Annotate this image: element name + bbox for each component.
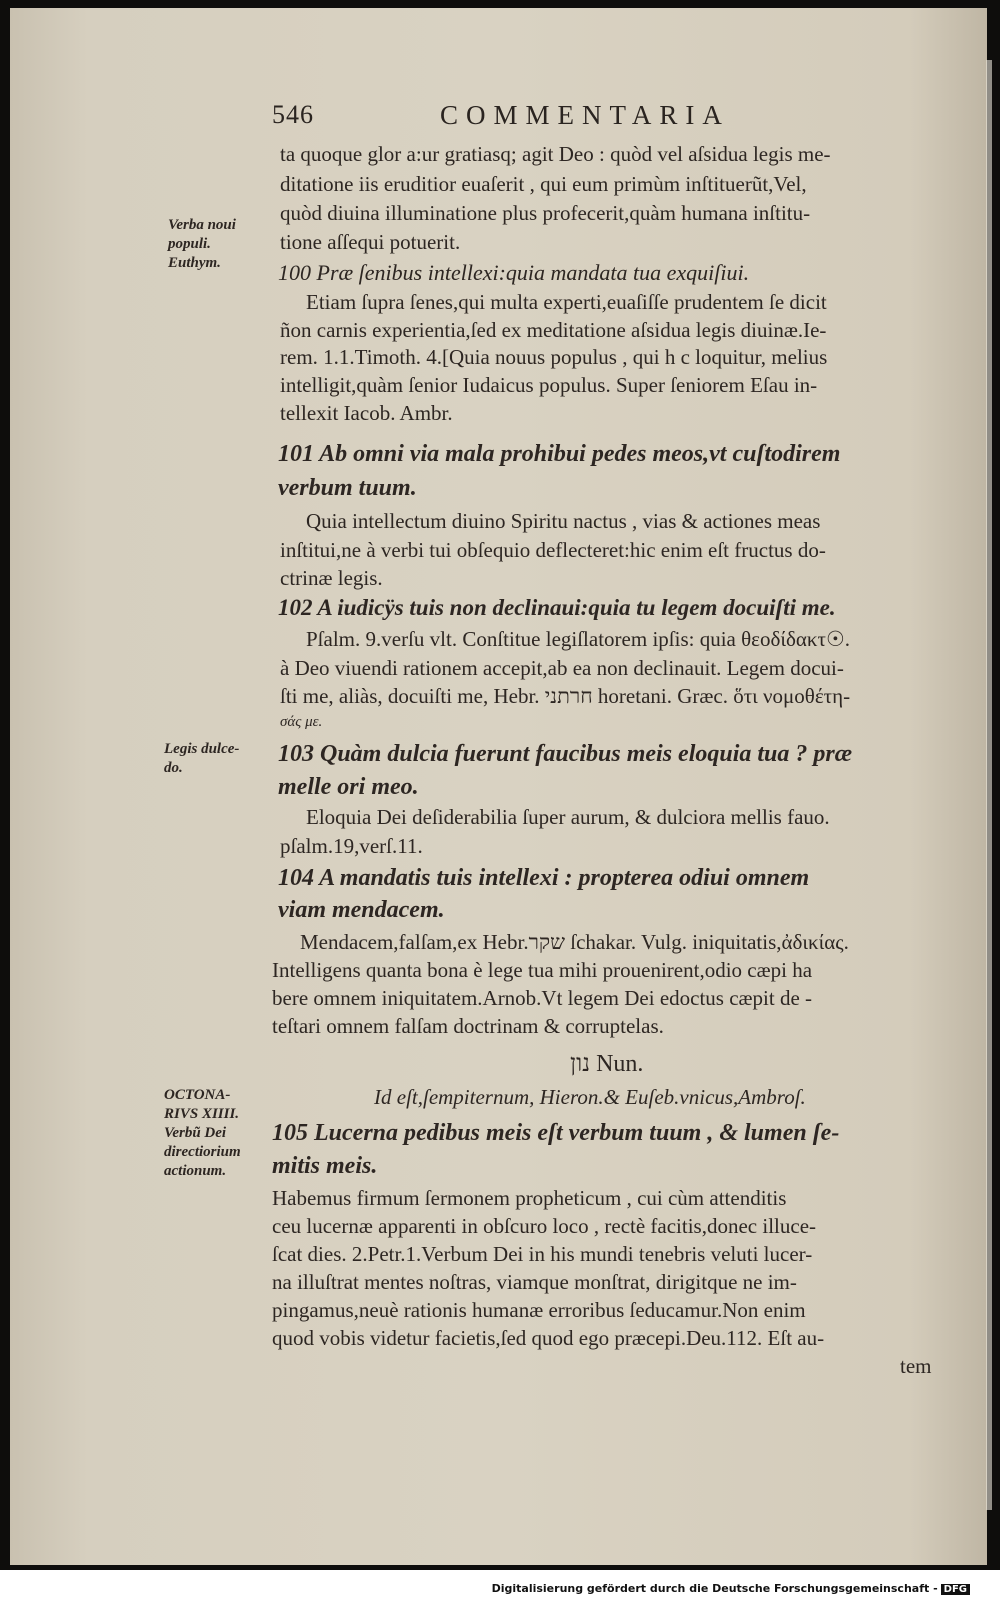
text-line: ceu lucernæ apparenti in obſcuro loco , rectè facitis,donec illuce- <box>272 1214 817 1238</box>
text-line: rem. 1.1.Timoth. 4.[Quia nouus populus , qui h c loquitur, melius <box>280 345 828 369</box>
section-heading: נון Nun. <box>570 1051 644 1077</box>
margin-note: OCTONA- RIVS XIIII. Verbũ Dei directiorium actionum. <box>164 1087 241 1179</box>
verse-line: verbum tuum. <box>278 475 417 501</box>
text-line: ditatione iis eruditior euaſerit , qui eum primùm inſtituerũt,Vel, <box>280 172 807 196</box>
text-line: ñon carnis experientia,ſed ex meditatione aſsidua legis diuinæ.Ie- <box>280 318 827 342</box>
text-line: inſtitui,ne à verbi tui obſequio deflecteret:hic enim eſt fructus do- <box>280 538 826 562</box>
margin-note: Verba noui populi. Euthym. <box>168 217 236 271</box>
text-line: intelligit,quàm ſenior Iudaicus populus. Super ſeniorem Eſau in- <box>280 373 818 397</box>
verse-line: 104 A mandatis tuis intellexi : propterea odiui omnem <box>278 865 810 891</box>
text-line: σάς με. <box>280 714 323 730</box>
section-subheading: Id eſt,ſempiternum, Hieron.& Euſeb.vnicus,Ambroſ. <box>374 1085 806 1109</box>
text-line: Mendacem,falſam,ex Hebr.שקר ſchakar. Vulg. iniquitatis,ἀδικίας. <box>300 930 849 954</box>
text-line: Pſalm. 9.verſu vlt. Conſtitue legiſlatorem ipſis: quia θεοδίδακτ☉. <box>306 627 851 651</box>
text-line: à Deo viuendi rationem accepit,ab ea non declinauit. Legem docui- <box>280 656 844 680</box>
credit-text: Digitalisierung gefördert durch die Deutsche Forschungsgemeinschaft - <box>491 1582 938 1595</box>
text-line: Etiam ſupra ſenes,qui multa experti,euaſiſſe prudentem ſe dicit <box>306 290 827 314</box>
text-line: Quia intellectum diuino Spiritu nactus , vias & actiones meas <box>306 509 821 533</box>
text-line: tellexit Iacob. Ambr. <box>280 401 453 425</box>
verse-line: 105 Lucerna pedibus meis eſt verbum tuum , & lumen ſe- <box>272 1120 840 1146</box>
text-line: ctrinæ legis. <box>280 566 383 590</box>
margin-note: Legis dulce- do. <box>164 741 240 776</box>
text-line: teſtari omnem falſam doctrinam & corruptelas. <box>272 1014 664 1038</box>
verse-line: viam mendacem. <box>278 897 445 923</box>
text-line: bere omnem iniquitatem.Arnob.Vt legem Dei edoctus cæpit de - <box>272 986 813 1010</box>
text-line: pingamus,neuè rationis humanæ erroribus ſeducamur.Non enim <box>272 1298 806 1322</box>
text-line: ſcat dies. 2.Petr.1.Verbum Dei in his mundi tenebris veluti lucer- <box>272 1242 813 1266</box>
verse-line: 103 Quàm dulcia fuerunt faucibus meis eloquia tua ? præ <box>278 741 853 767</box>
verse-line: mitis meis. <box>272 1153 378 1179</box>
text-line: quòd diuina illuminatione plus profecerit,quàm humana inſtitu- <box>280 201 811 225</box>
text-line: ta quoque glor a:ur gratiasq; agit Deo : quòd vel aſsidua legis me- <box>280 142 831 166</box>
text-line: na illuſtrat mentes noſtras, viamque monſtrat, dirigitque ne im- <box>272 1270 797 1294</box>
verse-line: 100 Præ ſenibus intellexi:quia mandata tua exquiſiui. <box>278 260 750 285</box>
text-line: tione aſſequi potuerit. <box>280 230 461 254</box>
verse-line: melle ori meo. <box>278 774 419 800</box>
text-line: Eloquia Dei deſiderabilia ſuper aurum, & dulciora mellis fauo. <box>306 805 830 829</box>
dfg-logo: DFG <box>941 1584 970 1595</box>
text-line: Habemus firmum ſermonem propheticum , cui cùm attenditis <box>272 1186 787 1210</box>
text-line: pſalm.19,verſ.11. <box>280 834 423 858</box>
page-edge <box>986 60 992 1510</box>
text-line: quod vobis videtur facietis,ſed quod ego præcepi.Deu.112. Eſt au- <box>272 1326 825 1350</box>
text-line: ſti me, aliàs, docuiſti me, Hebr. חרתני horetani. Græc. ὅτι νομοθέτη- <box>280 684 851 708</box>
text-line: tem <box>900 1354 932 1378</box>
verse-line: 101 Ab omni via mala prohibui pedes meos,vt cuſtodirem <box>278 441 841 467</box>
digitization-credit <box>492 1582 970 1595</box>
text-line: Intelligens quanta bona è lege tua mihi prouenirent,odio cæpi ha <box>272 958 813 982</box>
page-number: 546 <box>272 100 314 129</box>
verse-line: 102 A iudicÿs tuis non declinaui:quia tu legem docuiſti me. <box>278 595 836 620</box>
running-title: COMMENTARIA <box>440 100 730 130</box>
